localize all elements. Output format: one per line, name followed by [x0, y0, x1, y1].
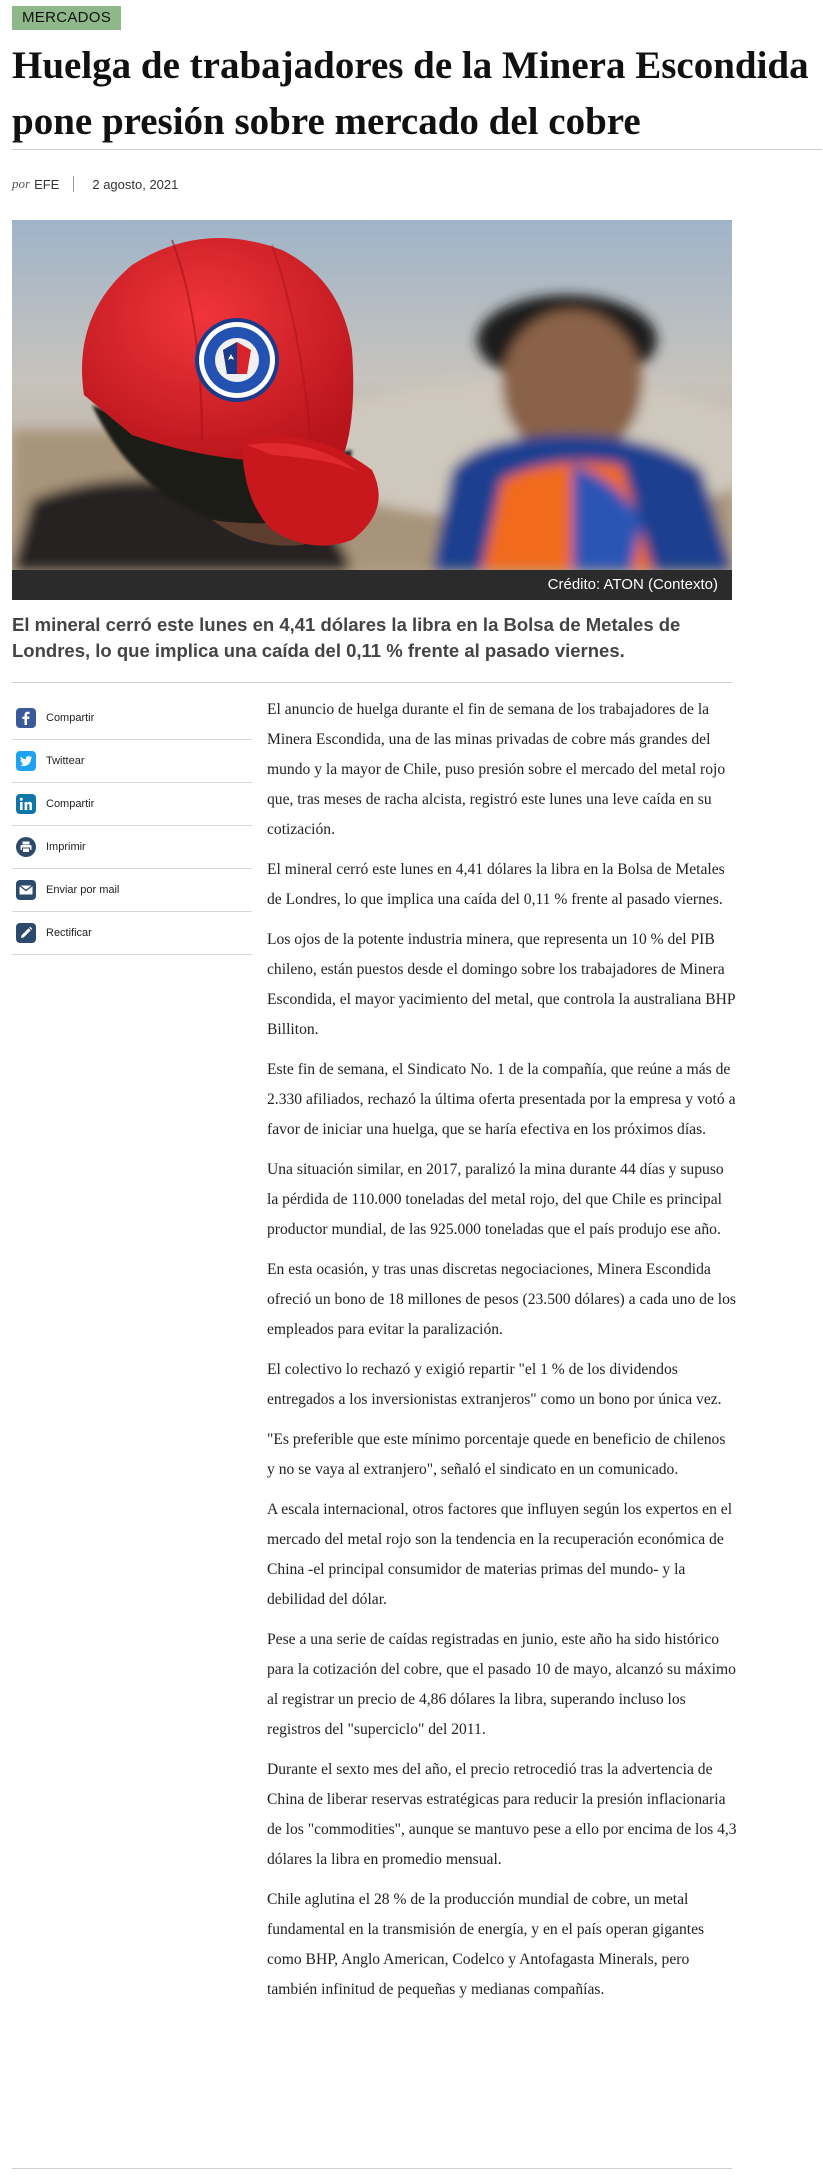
article-paragraph: El anuncio de huelga durante el fin de semana de los trabajadores de la Minera Escondida, una de las minas privadas de cobre más grandes del mundo y la mayor de Chile, puso presión sobre el mercado del metal rojo que, tras meses de racha alcista, registró este lunes una leve caída en su cotización.: [267, 701, 726, 838]
share-label: Rectificar: [46, 927, 92, 939]
article-paragraph: Una situación similar, en 2017, paralizó la mina durante 44 días y supuso la pérdida de 110.000 toneladas del metal rojo, del que Chile es principal productor mundial, de las 925.000 toneladas que el país produjo ese año.: [267, 1161, 724, 1238]
share-label: Enviar por mail: [46, 884, 120, 896]
print-icon: [16, 837, 36, 857]
share-label: Compartir: [46, 798, 95, 810]
print-button[interactable]: [12, 826, 252, 869]
category-tag[interactable]: MERCADOS: [12, 6, 121, 30]
rectify-button[interactable]: [12, 912, 252, 955]
article-paragraph: A escala internacional, otros factores que influyen según los expertos en el mercado del metal rojo son la tendencia en la recuperación económica de China -el principal consumidor de materias primas del mundo- y la debilidad del dólar.: [267, 1501, 733, 1608]
photo-caption-bar: [12, 570, 732, 600]
article-paragraph: Los ojos de la potente industria minera, que representa un 10 % del PIB chileno, están puestos desde el domingo sobre los trabajadores de Minera Escondida, el mayor yacimiento del metal, que controla la australiana BHP Billiton.: [267, 931, 735, 1038]
article-paragraph: Chile aglutina el 28 % de la producción mundial de cobre, un metal fundamental en la transmisión de energía, y en el país operan gigantes como BHP, Anglo American, Codelco y Antofagasta Minerals, pero también infinitud de pequeñas y medianas compañías.: [267, 1891, 705, 1998]
share-label: Twittear: [46, 755, 85, 767]
article-paragraph: En esta ocasión, y tras unas discretas negociaciones, Minera Escondida ofreció un bono de 18 millones de pesos (23.500 dólares) a cada uno de los empleados para evitar la paralización.: [267, 1261, 736, 1338]
share-facebook-button[interactable]: [12, 697, 252, 740]
article-headline: Huelga de trabajadores de la Minera Escondida pone presión sobre mercado del cobre: [12, 44, 809, 143]
byline: [12, 176, 178, 192]
divider: [12, 2168, 732, 2169]
share-linkedin-button[interactable]: [12, 783, 252, 826]
divider: [12, 682, 732, 683]
article-paragraph: Este fin de semana, el Sindicato No. 1 de la compañía, que reúne a más de 2.330 afiliados, rechazó la última oferta presentada por la empresa y votó a favor de iniciar una huelga, que se haría efectiva en los próximos días.: [267, 1061, 736, 1138]
divider: [12, 149, 822, 150]
share-label: Imprimir: [46, 841, 86, 853]
article-photo: [12, 220, 732, 570]
photo-credit: Crédito: ATON (Contexto): [547, 576, 718, 593]
email-button[interactable]: [12, 869, 252, 912]
article-paragraph: Durante el sexto mes del año, el precio retrocedió tras la advertencia de China de liberar reservas estratégicas para reducir la presión inflacionaria de los "commodities", aunque se mantuvo pese a ello por encima de los 4,3 dólares la libra en promedio mensual.: [267, 1761, 737, 1868]
publish-date: 2 agosto, 2021: [92, 176, 179, 192]
article-body: [267, 695, 737, 2015]
article-paragraph: El mineral cerró este lunes en 4,41 dólares la libra en la Bolsa de Metales de Londres, lo que implica una caída del 0,11 % frente al pasado viernes.: [267, 861, 725, 908]
article-paragraph: Pese a una serie de caídas registradas en junio, este año ha sido histórico para la cotización del cobre, que el pasado 10 de mayo, alcanzó su máximo al registrar un precio de 4,86 dólares la libra, superando incluso los registros del "superciclo" del 2011.: [267, 1631, 736, 1738]
article-paragraph: "Es preferible que este mínimo porcentaje quede en beneficio de chilenos y no se vaya al extranjero", señaló el sindicato en un comunicado.: [267, 1431, 726, 1478]
byline-prefix: por: [12, 176, 31, 191]
article-paragraph: El colectivo lo rechazó y exigió repartir "el 1 % de los dividendos entregados a los inversionistas extranjeros" como un bono por única vez.: [267, 1361, 722, 1408]
photo-illustration: [12, 220, 732, 570]
pencil-icon: [16, 923, 36, 943]
linkedin-icon: [16, 794, 36, 814]
author-name[interactable]: EFE: [34, 176, 60, 192]
byline-separator: [73, 176, 74, 192]
mail-icon: [16, 880, 36, 900]
share-label: Compartir: [46, 712, 95, 724]
facebook-icon: [16, 708, 36, 728]
share-twitter-button[interactable]: [12, 740, 252, 783]
article-lead: El mineral cerró este lunes en 4,41 dólares la libra en la Bolsa de Metales de Londres, lo que implica una caída del 0,11 % frente al pasado viernes.: [12, 614, 681, 661]
share-panel: [12, 697, 252, 955]
twitter-icon: [16, 751, 36, 771]
